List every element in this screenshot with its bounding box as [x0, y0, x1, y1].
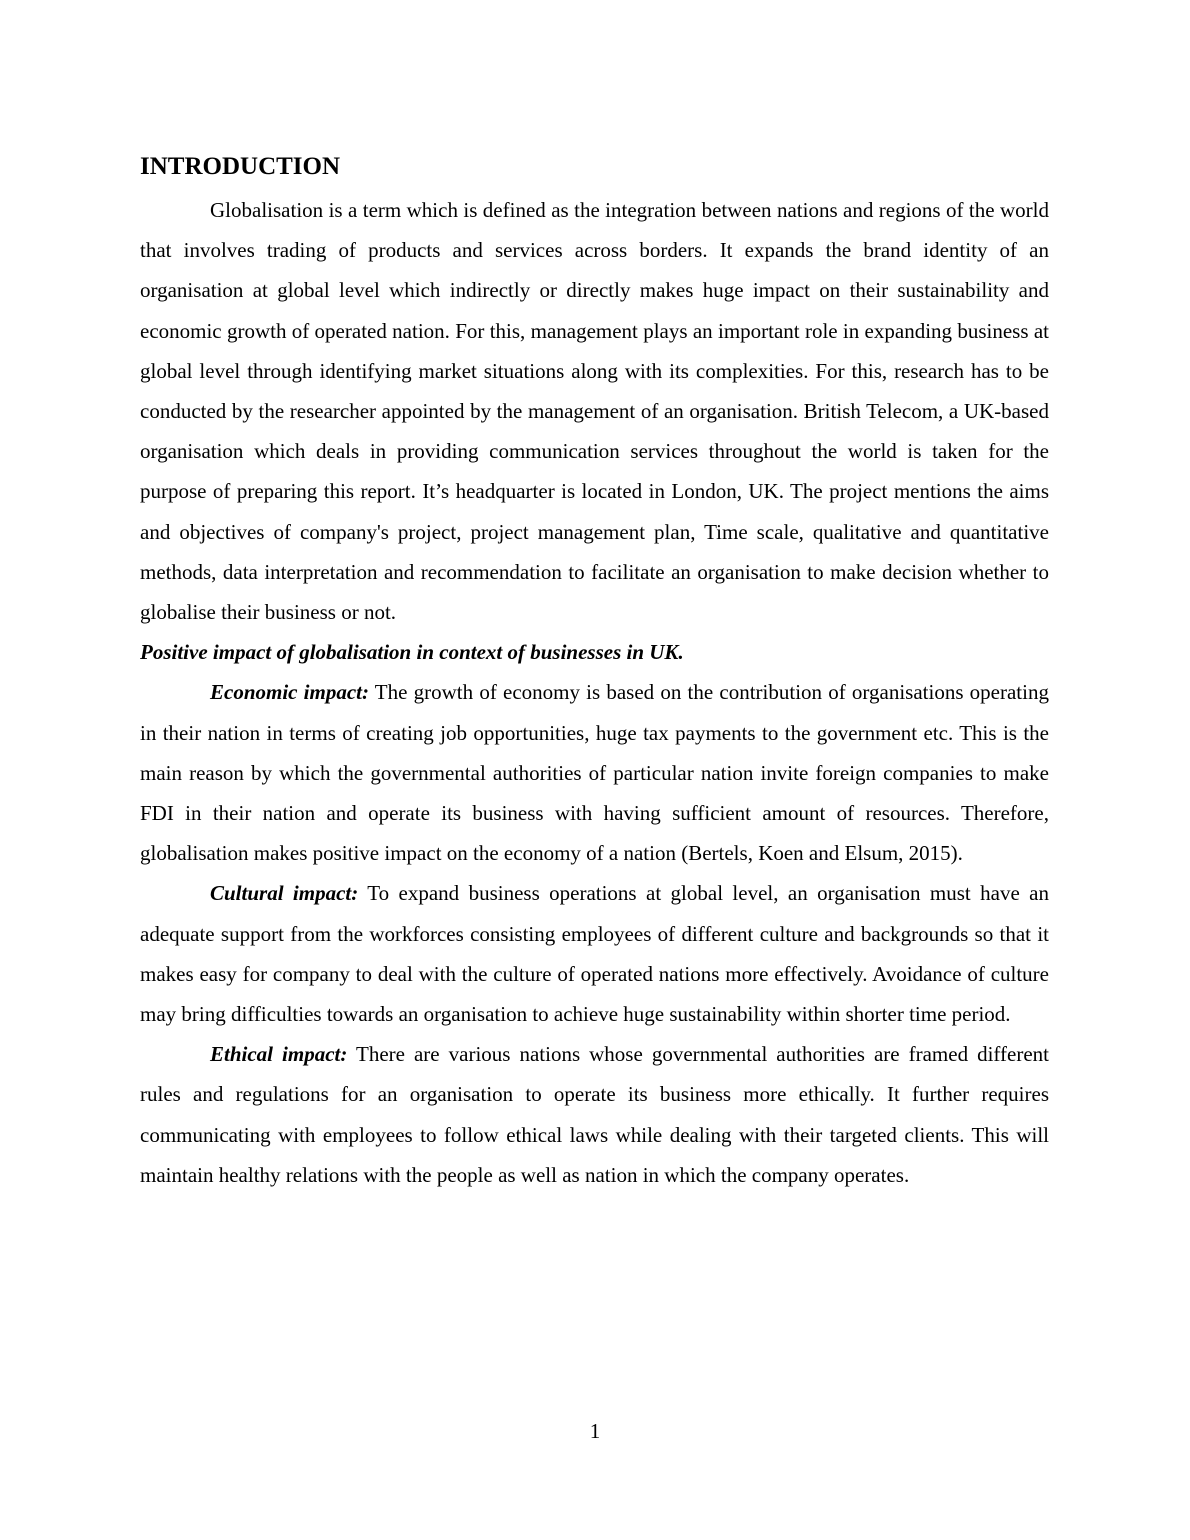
- ethical-impact-label: Ethical impact:: [210, 1042, 348, 1067]
- ethical-impact-text: There are various nations whose governmental authorities are framed different rules and regulations for an organisation to operate its business more ethically. It further requires communicating with employees to follow ethical laws while dealing with their targeted clients. This will maintain healthy relations with the people as well as nation in which the company operates.: [140, 1042, 1050, 1187]
- page-number: 1: [589, 1419, 601, 1443]
- intro-paragraph: Globalisation is a term which is defined as the integration between nations and regions of the world that involves trading of products and services across borders. It expands the brand identity of an organisation at global level which indirectly or directly makes huge impact on their sustainability and economic growth of operated nation. For this, management plays an important role in expanding business at global level through identifying market situations along with its complexities. For this, research has to be conducted by the researcher appointed by the management of an organisation. British Telecom, a UK-based organisation which deals in providing communication services throughout the world is taken for the purpose of preparing this report. It’s headquarter is located in London, UK. The project mentions the aims and objectives of company's project, project management plan, Time scale, qualitative and quantitative methods, data interpretation and recommendation to facilitate an organisation to make decision whether to globalise their business or not.: [140, 198, 1049, 625]
- ethical-impact-paragraph: [140, 1034, 1049, 1195]
- cultural-impact-label: Cultural impact:: [210, 881, 359, 906]
- document-page: [140, 150, 1049, 1195]
- economic-impact-paragraph: [140, 672, 1049, 873]
- economic-impact-text: The growth of economy is based on the contribution of organisations operating in their nation in terms of creating job opportunities, huge tax payments to the government etc. This is the main reason by which the governmental authorities of particular nation invite foreign companies to make FDI in their nation and operate its business with having sufficient amount of resources. Therefore, globalisation makes positive impact on the economy of a nation (Bertels, Koen and Elsum, 2015).: [140, 680, 1049, 866]
- section-heading: INTRODUCTION: [140, 153, 341, 180]
- cultural-impact-text: To expand business operations at global level, an organisation must have an adequate support from the workforces consisting employees of different culture and backgrounds so that it makes easy for company to deal with the culture of operated nations more effectively. Avoidance of culture may bring difficulties towards an organisation to achieve huge sustainability within shorter time period.: [140, 881, 1050, 1027]
- economic-impact-label: Economic impact:: [210, 680, 369, 705]
- cultural-impact-paragraph: [140, 873, 1049, 1034]
- subsection-heading: Positive impact of globalisation in context of businesses in UK.: [140, 640, 684, 665]
